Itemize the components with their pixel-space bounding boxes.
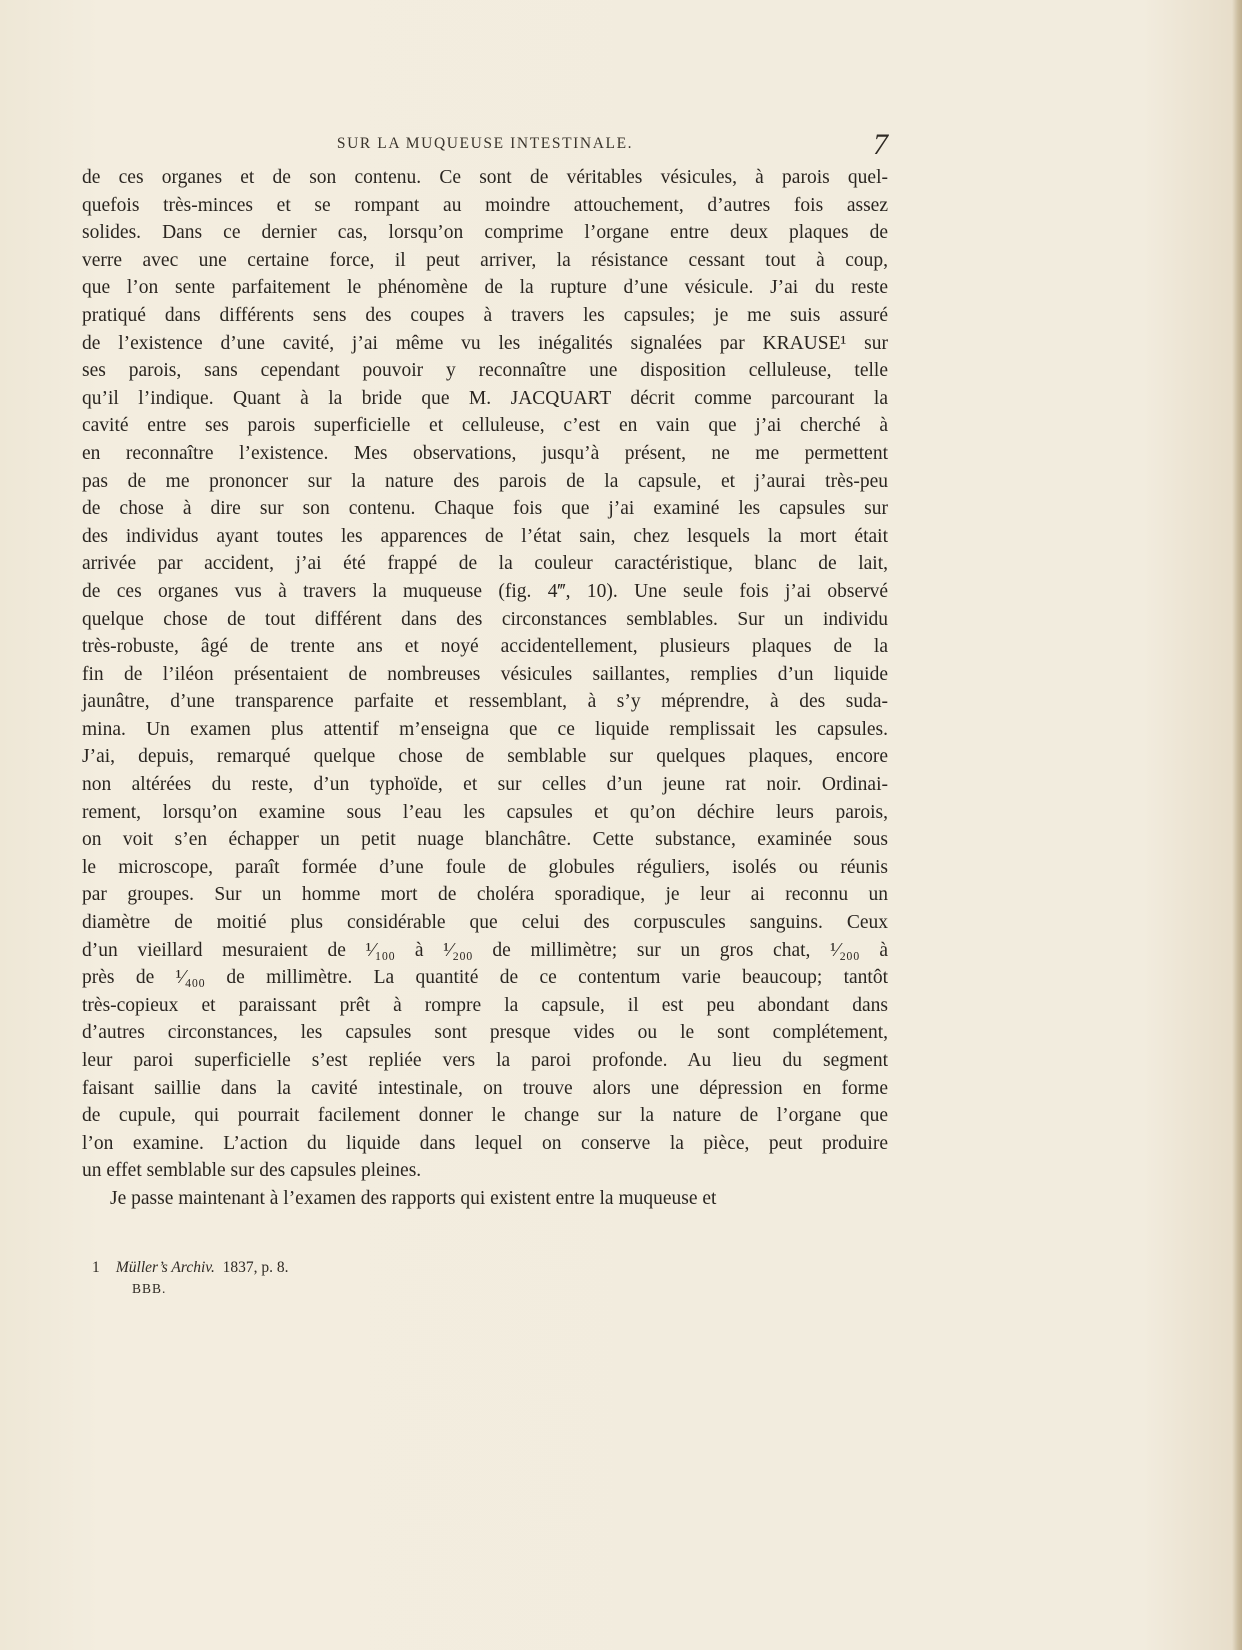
running-head: SUR LA MUQUEUSE INTESTINALE. [336, 135, 634, 152]
body-line: solides. Dans ce dernier cas, lorsqu’on comprime l’organe entre deux plaques de [82, 222, 888, 244]
body-line: non altérées du reste, d’un typhoïde, et sur celles d’un jeune rat noir. Ordinai- [82, 774, 888, 796]
body-line: quelque chose de tout différent dans des circonstances semblables. Sur un individu [82, 608, 888, 630]
body-line: l’on examine. L’action du liquide dans lequel on conserve la pièce, peut produire [82, 1132, 888, 1154]
body-line: Je passe maintenant à l’examen des rapports qui existent entre la muqueuse et [110, 1187, 717, 1209]
body-line: pratiqué dans différents sens des coupes à travers les capsules; je me suis assuré [82, 304, 888, 326]
body-line: le microscope, paraît formée d’une foule de globules réguliers, isolés ou réunis [82, 856, 888, 878]
body-line: diamètre de moitié plus considérable que celui des corpuscules sanguins. Ceux [82, 912, 888, 934]
body-line: leur paroi superficielle s’est repliée vers la paroi profonde. Au lieu du segment [82, 1050, 888, 1071]
body-line: mina. Un examen plus attentif m’enseigna que ce liquide remplissait les capsules. [82, 718, 888, 740]
body-line: très-copieux et paraissant prêt à rompre la capsule, il est peu abondant dans [82, 994, 888, 1016]
body-line: près de ¹⁄₄₀₀ de millimètre. La quantité de ce contentum varie beaucoup; tantôt [82, 967, 888, 989]
body-line: jaunâtre, d’une transparence parfaite et ressemblant, à s’y méprendre, à des suda- [82, 691, 888, 713]
body-line: par groupes. Sur un homme mort de choléra sporadique, je leur ai reconnu un [82, 884, 888, 906]
body-line: on voit s’en échapper un petit nuage blanchâtre. Cette substance, examinée sous [82, 829, 888, 851]
body-line: que l’on sente parfaitement le phénomène de la rupture d’une vésicule. J’ai du reste [82, 277, 888, 299]
body-line: très-robuste, âgé de trente ans et noyé accidentellement, plusieurs plaques de la [82, 636, 888, 658]
body-line: fin de l’iléon présentaient de nombreuses vésicules saillantes, remplies d’un liquide [82, 663, 888, 685]
body-line: faisant saillie dans la cavité intestinale, on trouve alors une dépression en forme [82, 1077, 888, 1099]
footnote [92, 1257, 692, 1279]
body-text [82, 164, 888, 1213]
body-line: de ces organes et de son contenu. Ce sont de véritables vésicules, à parois quel- [82, 167, 888, 188]
body-line: de chose à dire sur son contenu. Chaque fois que j’ai examiné les capsules sur [82, 498, 888, 520]
footnote-mark: 1 [92, 1259, 100, 1276]
body-line: de cupule, qui pourrait facilement donner le change sur la nature de l’organe que [82, 1105, 888, 1127]
footnotes [92, 1257, 692, 1299]
body-line: rement, lorsqu’on examine sous l’eau les capsules et qu’on déchire leurs parois, [82, 801, 888, 823]
body-line: ses parois, sans cependant pouvoir y reconnaître une disposition celluleuse, telle [82, 360, 888, 382]
body-line: cavité entre ses parois superficielle et celluleuse, c’est en vain que j’ai cherché à [82, 415, 888, 437]
body-line: d’un vieillard mesuraient de ¹⁄₁₀₀ à ¹⁄₂₀₀ de millimètre; sur un gros chat, ¹⁄₂₀₀ à [82, 939, 888, 961]
body-line: pas de me prononcer sur la nature des parois de la capsule, et j’aurai très-peu [82, 470, 888, 492]
body-line: de l’existence d’une cavité, j’ai même vu les inégalités signalées par KRAUSE¹ sur [82, 332, 888, 354]
body-line: arrivée par accident, j’ai été frappé de la couleur caractéristique, blanc de lait, [82, 553, 888, 575]
body-line: un effet semblable sur des capsules pleines. [82, 1160, 422, 1182]
body-line: d’autres circonstances, les capsules sont presque vides ou le sont complétement, [82, 1022, 888, 1044]
signature-mark: BBB. [132, 1281, 167, 1296]
page-edge-shadow [1232, 0, 1242, 1650]
page-header [82, 128, 888, 163]
body-line: des individus ayant toutes les apparences de l’état sain, chez lesquels la mort était [82, 525, 888, 547]
page-number: 7 [873, 128, 888, 161]
body-line: quefois très-minces et se rompant au moindre attouchement, d’autres fois assez [82, 194, 888, 216]
footnote-citation: 1837, p. 8. [222, 1259, 289, 1276]
body-line: en reconnaître l’existence. Mes observations, jusqu’à présent, ne me permettent [82, 442, 888, 464]
footnote-journal-title: Müller’s Archiv. [115, 1259, 215, 1276]
body-line: qu’il l’indique. Quant à la bride que M. JACQUART décrit comme parcourant la [82, 387, 888, 409]
body-line: J’ai, depuis, remarqué quelque chose de semblable sur quelques plaques, encore [82, 746, 888, 768]
body-line: verre avec une certaine force, il peut arriver, la résistance cessant tout à coup, [82, 249, 888, 271]
body-line: de ces organes vus à travers la muqueuse (fig. 4‴, 10). Une seule fois j’ai observé [82, 580, 888, 602]
